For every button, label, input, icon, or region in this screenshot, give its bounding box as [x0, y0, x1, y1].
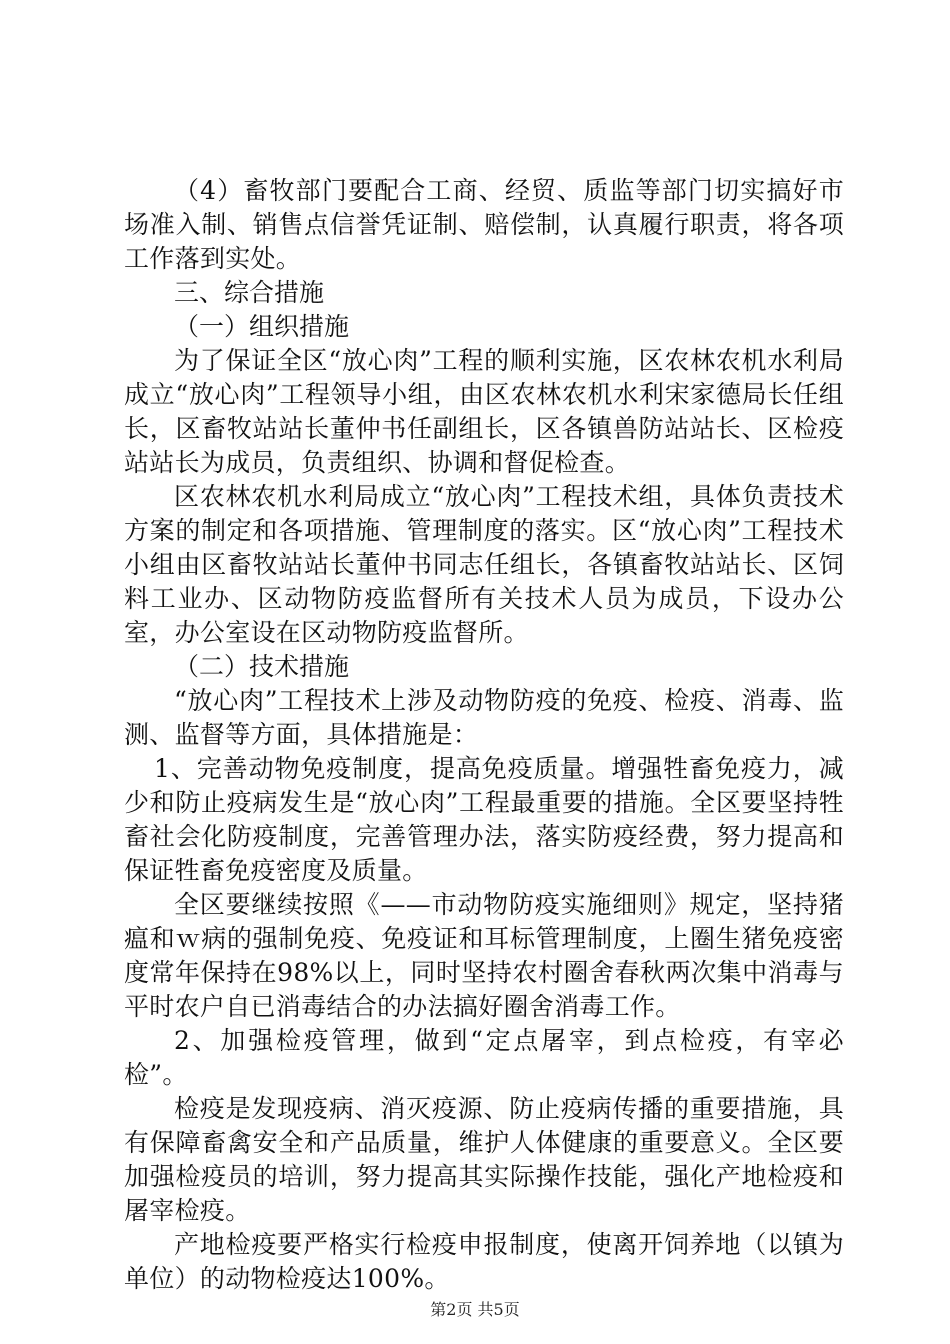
subheading-organizational-measures: （一）组织措施: [174, 312, 350, 341]
paragraph-origin-quarantine: 产地检疫要严格实行检疫申报制度，使离开饲养地（以镇为单位）的动物检疫达100%。: [124, 1230, 844, 1293]
page-number-footer: 第2页 共5页: [430, 1300, 520, 1319]
paragraph-leading-group: 为了保证全区“放心肉”工程的顺利实施，区农林农机水利局成立“放心肉”工程领导小组，由区农林农机水利宋家德局长任组长，区畜牧站站长董仲书任副组长，区各镇兽防站站长、区检疫站站长为成员，负责组织、协调和督促检查。: [124, 346, 844, 477]
paragraph-quarantine-management: 2、加强检疫管理，做到“定点屠宰，到点检疫，有宰必检”。: [124, 1026, 844, 1089]
document-body: [124, 174, 844, 1296]
paragraph-technical-group: 区农林农机水利局成立“放心肉”工程技术组，具体负责技术方案的制定和各项措施、管理制度的落实。区“放心肉”工程技术小组由区畜牧站站长董仲书同志任组长，各镇畜牧站站长、区饲料工业办、区动物防疫监督所有关技术人员为成员，下设办公室，办公室设在区动物防疫监督所。: [124, 482, 844, 647]
paragraph-technical-scope: “放心肉”工程技术上涉及动物防疫的免疫、检疫、消毒、监测、监督等方面，具体措施是：: [124, 686, 844, 749]
paragraph-market-access: （4）畜牧部门要配合工商、经贸、质监等部门切实搞好市场准入制、销售点信誉凭证制、赔偿制，认真履行职责，将各项工作落到实处。: [124, 176, 844, 273]
subheading-technical-measures: （二）技术措施: [174, 652, 350, 681]
paragraph-quarantine-importance: 检疫是发现疫病、消灭疫源、防止疫病传播的重要措施，具有保障畜禽安全和产品质量，维护人体健康的重要意义。全区要加强检疫员的培训，努力提高其实际操作技能，强化产地检疫和屠宰检疫。: [124, 1094, 844, 1225]
paragraph-compulsory-immunization: 全区要继续按照《——市动物防疫实施细则》规定，坚持猪瘟和ｗ病的强制免疫、免疫证和耳标管理制度，上圈生猪免疫密度常年保持在98%以上，同时坚持农村圈舍春秋两次集中消毒与平时农户自已消毒结合的办法搞好圈舍消毒工作。: [124, 890, 844, 1021]
section-heading-comprehensive-measures: 三、综合措施: [174, 278, 325, 307]
paragraph-immunization-system: 1、完善动物免疫制度，提高免疫质量。增强牲畜免疫力，减少和防止疫病发生是“放心肉”工程最重要的措施。全区要坚持牲畜社会化防疫制度，完善管理办法，落实防疫经费，努力提高和保证牲畜免疫密度及质量。: [124, 754, 844, 885]
